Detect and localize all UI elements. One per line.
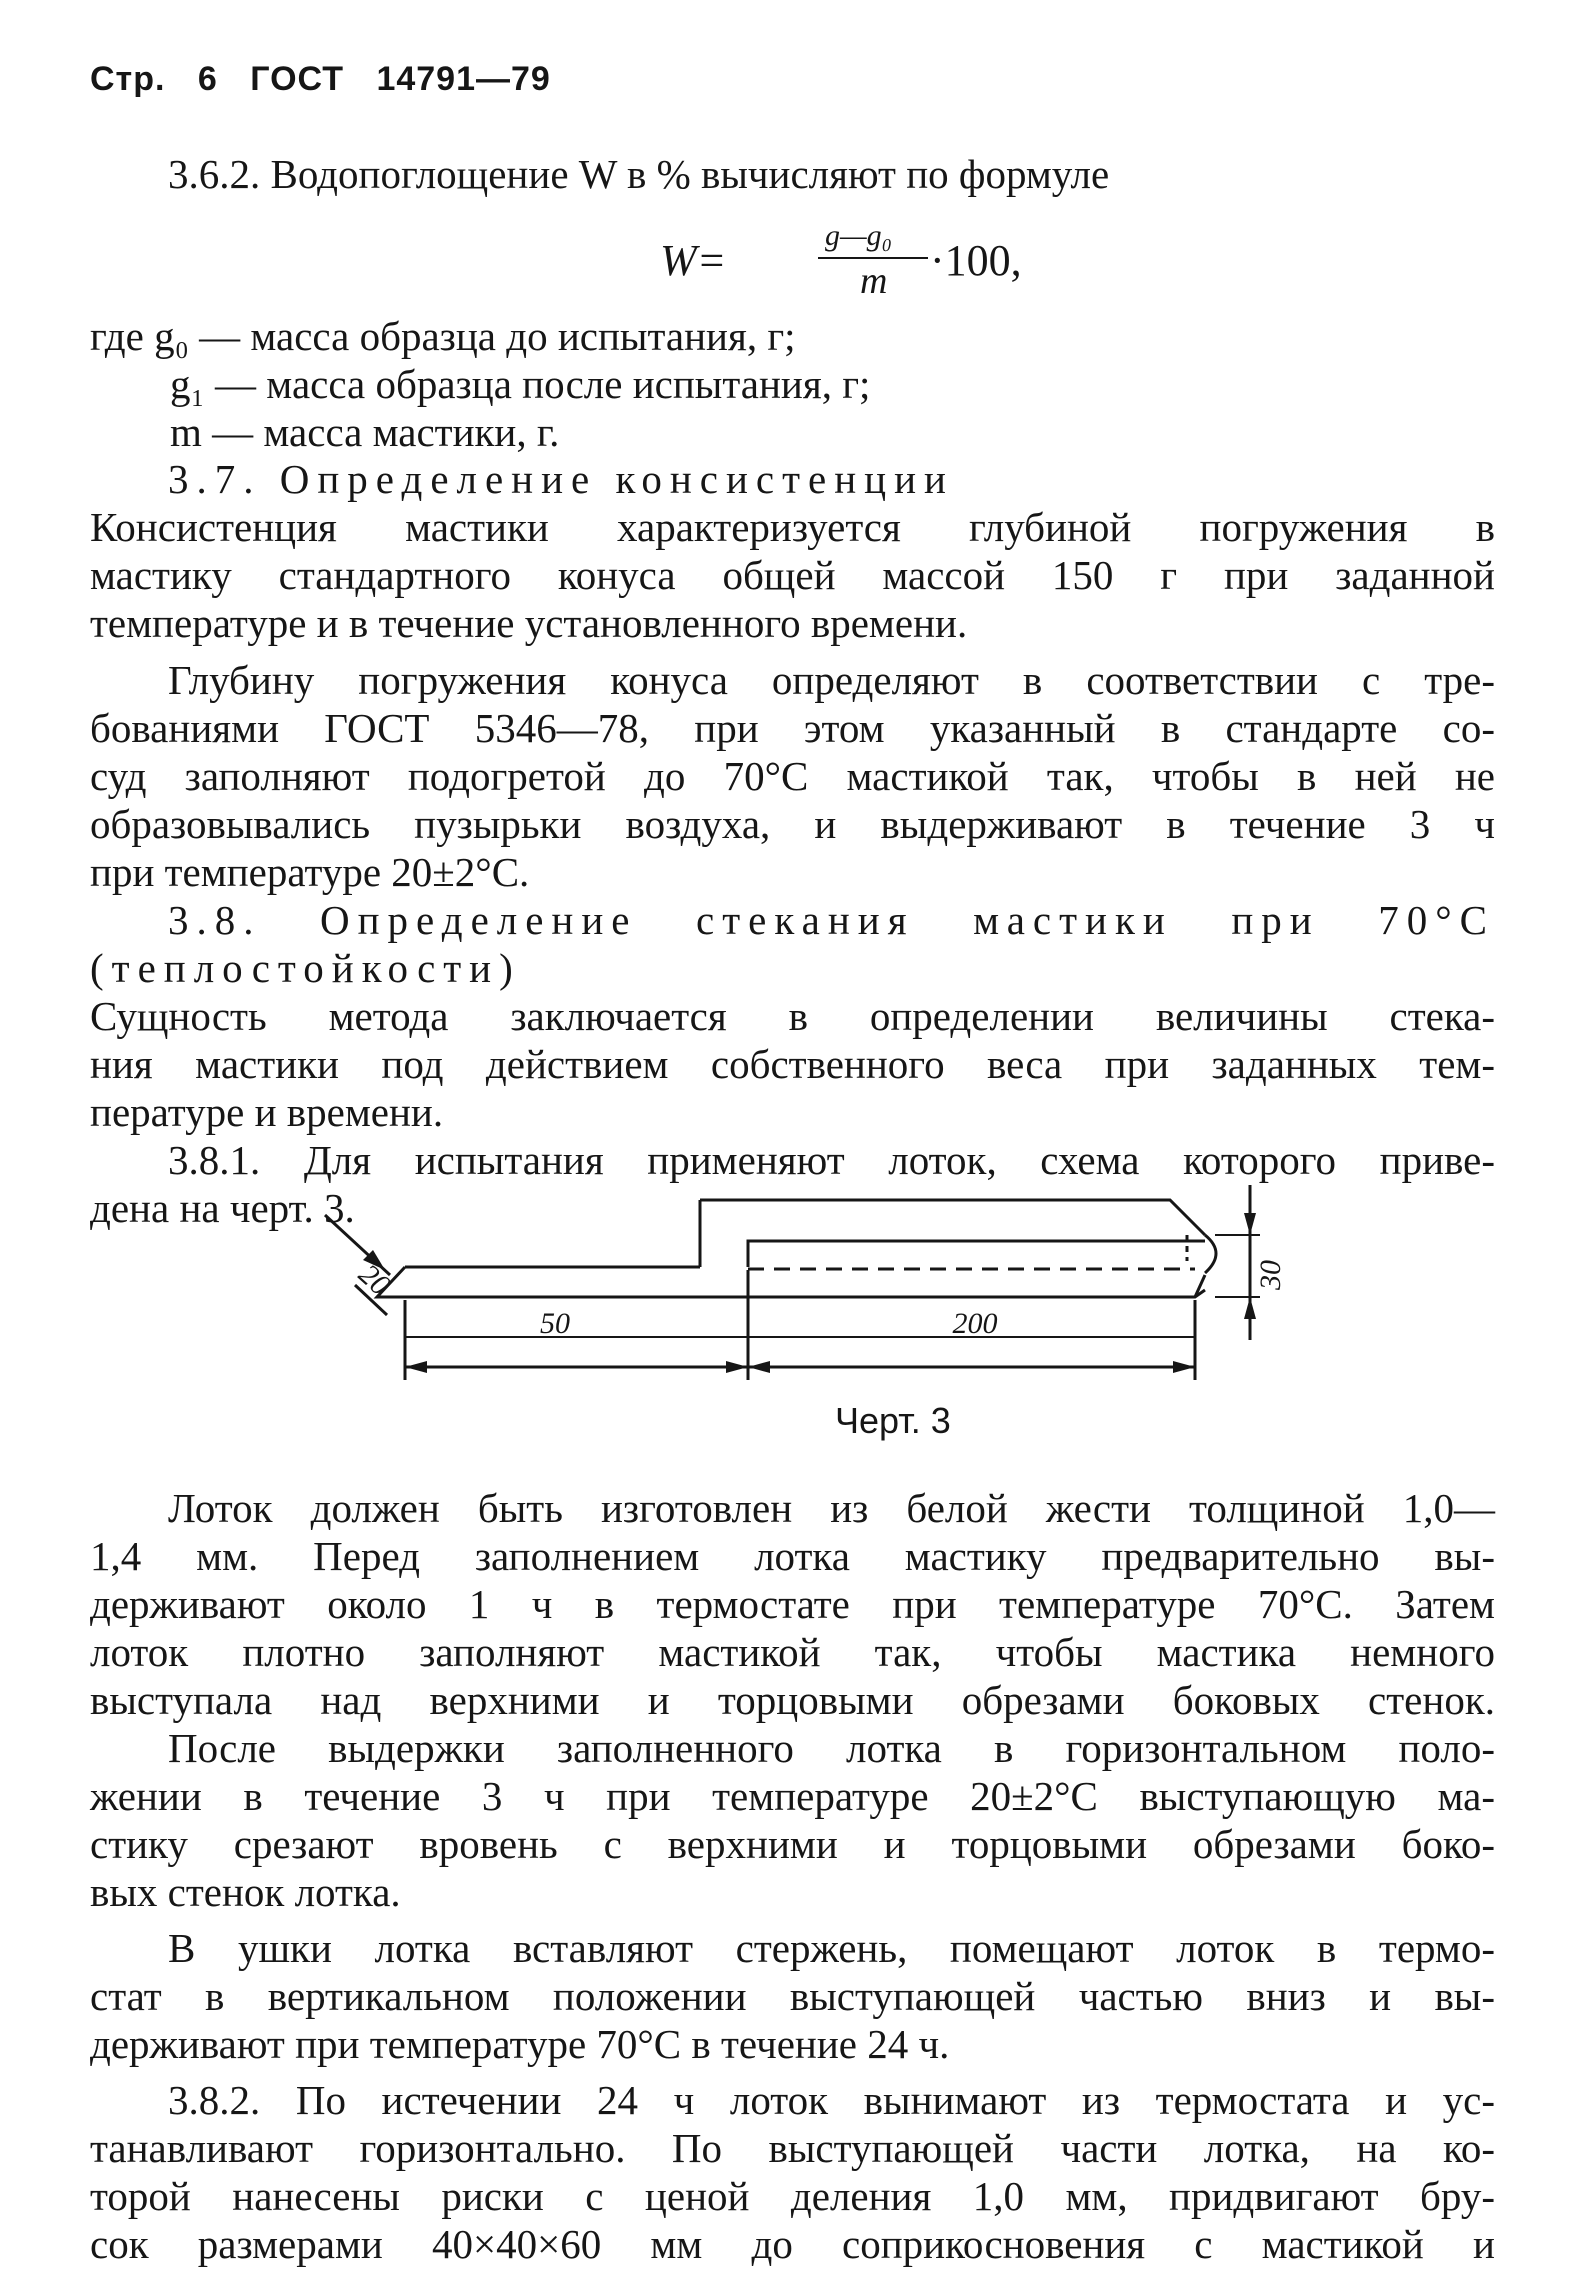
tray-ear — [1205, 1235, 1216, 1273]
standard-label: ГОСТ — [250, 60, 344, 98]
text-line: Консистенция мастики характеризуется глубиной погружения в — [90, 504, 1495, 550]
text-line: Глубину погружения конуса определяют в соответствии с тре- — [168, 657, 1495, 703]
text-line: ния мастики под действием собственного веса при заданных тем- — [90, 1041, 1495, 1087]
text-line: 3.8.2. По истечении 24 ч лоток вынимают из термостата и ус- — [168, 2077, 1495, 2123]
arrow-icon — [1173, 1361, 1195, 1373]
formula-denominator: m — [860, 260, 888, 302]
formula-lhs: W= — [660, 236, 727, 285]
section-heading: (теплостойкости) — [90, 945, 521, 991]
text-line: образовывались пузырьки воздуха, и выдерживают в течение 3 ч — [90, 801, 1495, 847]
section-heading: 3.7. Определение консистенции — [168, 456, 955, 502]
dim-label-30: 30 — [1254, 1260, 1287, 1290]
text-line: мастику стандартного конуса общей массой 150 г при заданной — [90, 552, 1495, 598]
text-line: вых стенок лотка. — [90, 1869, 401, 1915]
text-line: m — масса мастики, г. — [170, 409, 560, 455]
page-header — [90, 60, 573, 99]
dim-label-200: 200 — [952, 1307, 998, 1340]
arrow-icon — [1244, 1297, 1256, 1319]
text-line: сок размерами 40×40×60 мм до соприкосновения с мастикой и — [90, 2221, 1495, 2267]
tray-top-edge — [700, 1200, 1205, 1235]
formula-rhs: ·100, — [930, 236, 1022, 285]
text-line: В ушки лотка вставляют стержень, помещают лоток в термо- — [168, 1925, 1495, 1971]
text-line: 3.8.1. Для испытания применяют лоток, схема которого приве- — [168, 1137, 1495, 1183]
dim-label-50: 50 — [540, 1307, 570, 1340]
text-line: дена на черт. 3. — [90, 1185, 355, 1231]
standard-number: 14791—79 — [376, 60, 551, 98]
text-line: температуре и в течение установленного времени. — [90, 600, 968, 646]
dim-label-20: 20 — [352, 1257, 397, 1303]
text-line: пературе и времени. — [90, 1089, 444, 1135]
text-line: при температуре 20±2°С. — [90, 849, 530, 895]
figure-caption: Черт. 3 — [835, 1400, 951, 1441]
formula-numerator: g—g₀ — [825, 219, 893, 252]
formula — [660, 195, 1060, 305]
arrow-icon — [1244, 1213, 1256, 1235]
arrow-icon — [405, 1361, 427, 1373]
text-line: выступала над верхними и торцовыми обрезами боковых стенок. — [90, 1677, 1495, 1723]
text-line: После выдержки заполненного лотка в горизонтальном поло- — [168, 1725, 1495, 1771]
text-line: суд заполняют подогретой до 70°С мастикой так, чтобы в ней не — [90, 753, 1495, 799]
text-line: 1,4 мм. Перед заполнением лотка мастику предварительно вы- — [90, 1533, 1495, 1579]
text-line: стат в вертикальном положении выступающей частью вниз и вы- — [90, 1973, 1495, 2019]
page-number: 6 — [197, 60, 218, 98]
tray-inner-step — [748, 1241, 1205, 1267]
text-line: торой нанесены риски с ценой деления 1,0 мм, придвигают бру- — [90, 2173, 1495, 2219]
text-line: Лоток должен быть изготовлен из белой жести толщиной 1,0— — [168, 1485, 1495, 1531]
text-line: где g₀ — масса образца до испытания, г; — [90, 313, 796, 359]
text-line: жении в течение 3 ч при температуре 20±2°С выступающую ма- — [90, 1773, 1495, 1819]
text-line: стику срезают вровень с верхними и торцовыми обрезами боко- — [90, 1821, 1495, 1867]
text-line: танавливают горизонтально. По выступающей части лотка, на ко- — [90, 2125, 1495, 2171]
tray-bottom-edge — [377, 1267, 1205, 1297]
page-label: Стр. — [90, 60, 166, 98]
text-line: бованиями ГОСТ 5346—78, при этом указанный в стандарте со- — [90, 705, 1495, 751]
text-line: g₁ — масса образца после испытания, г; — [170, 361, 871, 407]
section-heading: 3.8. Определение стекания мастики при 70°С — [168, 897, 1495, 943]
arrow-icon — [726, 1361, 748, 1373]
text-line: держивают при температуре 70°С в течение 24 ч. — [90, 2021, 950, 2067]
arrow-icon — [748, 1361, 770, 1373]
tray-drawing — [315, 1165, 1365, 1405]
text-line: лоток плотно заполняют мастикой так, чтобы мастика немного — [90, 1629, 1495, 1675]
text-line: держивают около 1 ч в термостате при температуре 70°С. Затем — [90, 1581, 1495, 1627]
text-line: 3.6.2. Водопоглощение W в % вычисляют по формуле — [168, 151, 1110, 197]
text-line: Сущность метода заключается в определении величины стека- — [90, 993, 1495, 1039]
